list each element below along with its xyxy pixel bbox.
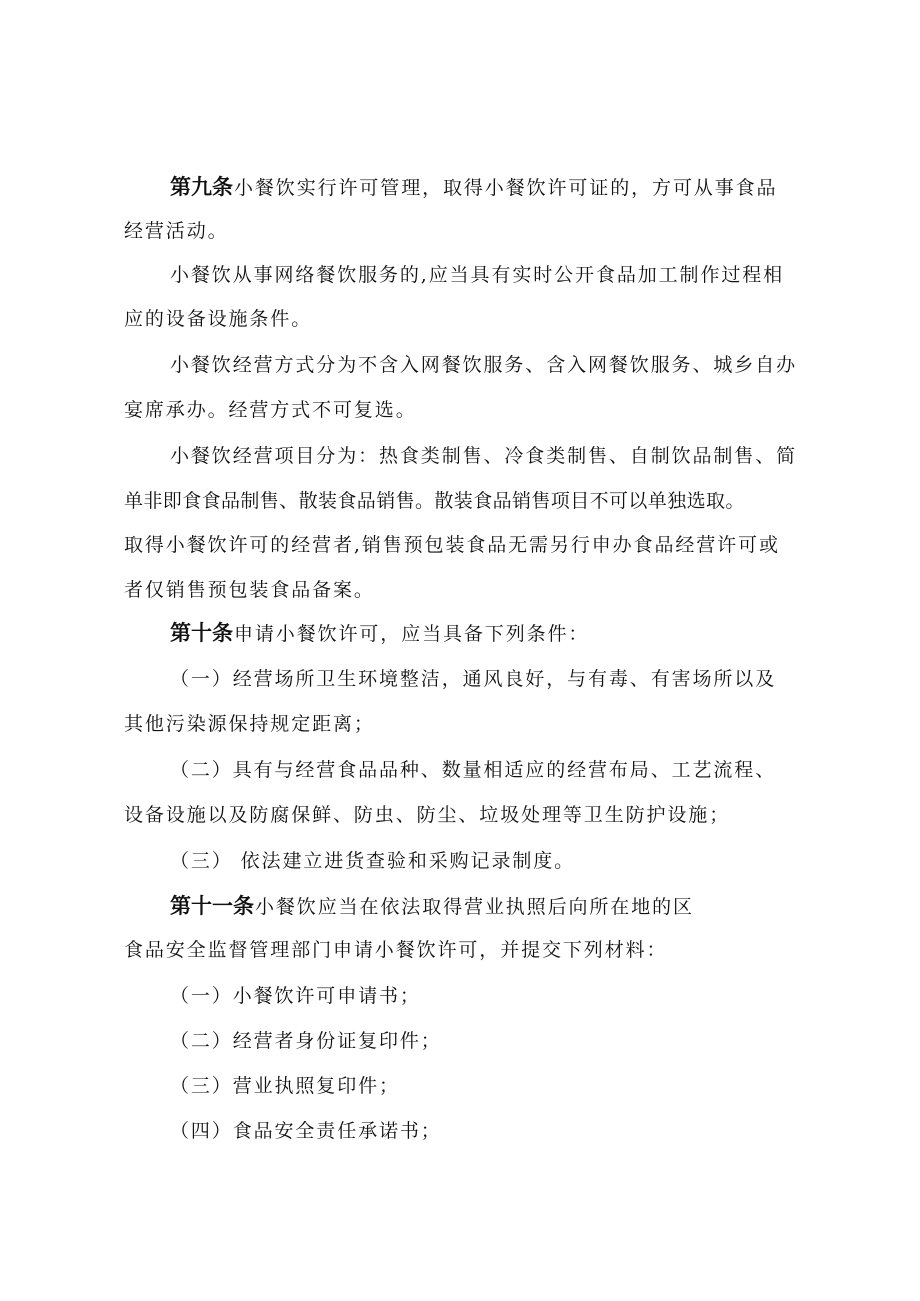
article10-item3: （三） 依法建立进货查验和采购记录制度。 [170, 850, 576, 872]
article10-item1-line2: 其他污染源保持规定距离； [124, 713, 375, 735]
article11-item4: （四）食品安全责任承诺书； [170, 1120, 442, 1142]
article9-p4-line1: 小餐饮经营项目分为：热食类制售、冷食类制售、自制饮品制售、简 [170, 445, 798, 467]
article11-item2: （二）经营者身份证复印件； [170, 1030, 442, 1052]
article9-p3-line2: 宴席承办。经营方式不可复选。 [124, 399, 417, 421]
article10-heading: 第十条 [170, 621, 233, 645]
article9-p4-line2: 单非即食食品制售、散装食品销售。散装食品销售项目不可以单独选取。 [124, 490, 745, 512]
article9-p4-line3: 取得小餐饮许可的经营者,销售预包装食品无需另行申办食品经营许可或 [124, 534, 780, 556]
article9-p2-line2: 应的设备设施条件。 [124, 308, 313, 330]
article10-line1 [170, 620, 589, 647]
article9-heading: 第九条 [170, 175, 233, 199]
article10-intro: 申请小餐饮许可，应当具备下列条件： [234, 623, 590, 645]
article9-line1 [170, 174, 777, 201]
article11-intro-line2: 食品安全监督管理部门申请小餐饮许可，并提交下列材料： [124, 939, 668, 961]
article11-intro: 小餐饮应当在依法取得营业执照后向所在地的区 [255, 896, 694, 918]
article9-p3-line1: 小餐饮经营方式分为不含入网餐饮服务、含入网餐饮服务、城乡自办 [170, 354, 798, 376]
article11-line1 [170, 893, 694, 920]
article9-p4-line4: 者仅销售预包装食品备案。 [124, 579, 375, 601]
article10-item2-line2: 设备设施以及防腐保鲜、防虫、防尘、垃圾处理等卫生防护设施； [124, 804, 731, 826]
article11-heading: 第十一条 [170, 894, 254, 918]
article9-p1-line2: 经营活动。 [124, 220, 229, 242]
article10-item1-line1: （一）经营场所卫生环境整洁，通风良好，与有毒、有害场所以及 [170, 668, 777, 690]
article11-item1: （一）小餐饮许可申请书； [170, 985, 421, 1007]
article9-p1-text: 小餐饮实行许可管理，取得小餐饮许可证的，方可从事食品 [234, 177, 778, 199]
article9-p2-line1: 小餐饮从事网络餐饮服务的,应当具有实时公开食品加工制作过程相 [170, 264, 785, 286]
article11-item3: （三）营业执照复印件； [170, 1075, 400, 1097]
article10-item2-line1: （二）具有与经营食品品种、数量相适应的经营布局、工艺流程、 [170, 759, 777, 781]
